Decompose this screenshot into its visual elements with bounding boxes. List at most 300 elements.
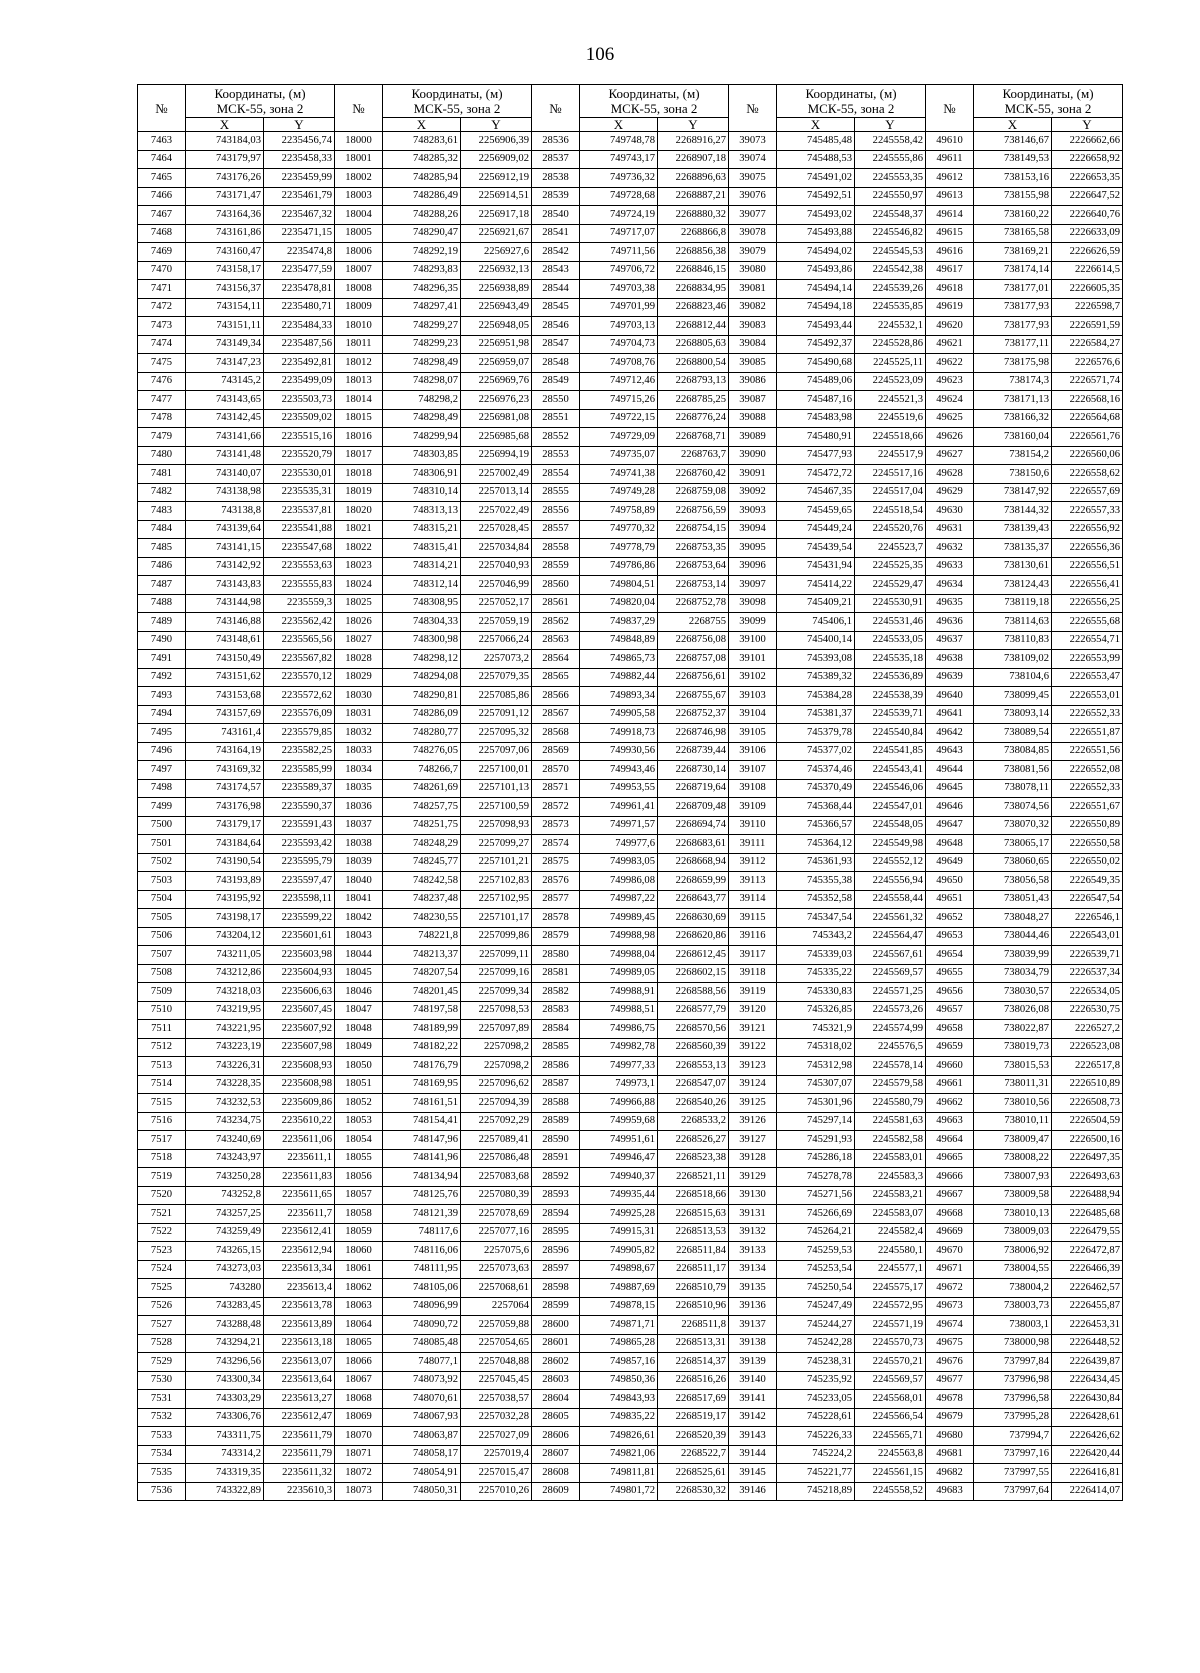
point-number-cell: 49652	[926, 909, 974, 928]
point-number-cell: 39135	[729, 1279, 777, 1298]
y-coordinate-cell: 2257101,17	[461, 909, 532, 928]
y-coordinate-cell: 2235487,56	[264, 335, 335, 354]
x-coordinate-cell: 748298,2	[383, 391, 461, 410]
point-number-cell: 39137	[729, 1316, 777, 1335]
y-coordinate-cell: 2226556,51	[1052, 557, 1123, 576]
point-number-cell: 28542	[532, 243, 580, 262]
table-row	[138, 1242, 1123, 1261]
x-coordinate-cell: 738114,63	[974, 613, 1052, 632]
point-number-cell: 39103	[729, 687, 777, 706]
y-coordinate-cell: 2268754,15	[658, 520, 729, 539]
point-number-cell: 49669	[926, 1223, 974, 1242]
y-coordinate-cell: 2245571,25	[855, 983, 926, 1002]
x-coordinate-cell: 748221,8	[383, 927, 461, 946]
point-number-cell: 39110	[729, 816, 777, 835]
point-number-cell: 28591	[532, 1149, 580, 1168]
y-coordinate-cell: 2235613,27	[264, 1390, 335, 1409]
y-coordinate-cell: 2226434,45	[1052, 1371, 1123, 1390]
point-number-cell: 7502	[138, 853, 186, 872]
point-number-cell: 49663	[926, 1112, 974, 1131]
point-number-cell: 7508	[138, 964, 186, 983]
x-coordinate-cell: 745370,49	[777, 779, 855, 798]
y-coordinate-cell: 2245565,71	[855, 1427, 926, 1446]
point-number-cell: 18060	[335, 1242, 383, 1261]
point-number-cell: 18051	[335, 1075, 383, 1094]
point-number-cell: 39141	[729, 1390, 777, 1409]
point-number-cell: 28589	[532, 1112, 580, 1131]
y-coordinate-cell: 2268511,17	[658, 1260, 729, 1279]
point-number-cell: 18052	[335, 1094, 383, 1113]
x-coordinate-cell: 748117,6	[383, 1223, 461, 1242]
y-coordinate-cell: 2235608,93	[264, 1057, 335, 1076]
table-row	[138, 779, 1123, 798]
y-coordinate-cell: 2257099,34	[461, 983, 532, 1002]
y-coordinate-cell: 2226591,59	[1052, 317, 1123, 336]
x-coordinate-cell: 737997,55	[974, 1464, 1052, 1483]
table-row	[138, 520, 1123, 539]
y-coordinate-cell: 2235601,61	[264, 927, 335, 946]
header-coords: Координаты, (м) МСК-55, зона 2	[383, 85, 532, 118]
y-coordinate-cell: 2257102,95	[461, 890, 532, 909]
x-coordinate-cell: 748063,87	[383, 1427, 461, 1446]
x-coordinate-cell: 738070,32	[974, 816, 1052, 835]
point-number-cell: 18008	[335, 280, 383, 299]
point-number-cell: 18037	[335, 816, 383, 835]
y-coordinate-cell: 2268668,94	[658, 853, 729, 872]
point-number-cell: 39082	[729, 298, 777, 317]
y-coordinate-cell: 2257038,57	[461, 1390, 532, 1409]
y-coordinate-cell: 2257099,86	[461, 927, 532, 946]
y-coordinate-cell: 2245580,1	[855, 1242, 926, 1261]
x-coordinate-cell: 737994,7	[974, 1427, 1052, 1446]
point-number-cell: 18045	[335, 964, 383, 983]
y-coordinate-cell: 2226584,27	[1052, 335, 1123, 354]
y-coordinate-cell: 2235611,06	[264, 1131, 335, 1150]
x-coordinate-cell: 745491,02	[777, 169, 855, 188]
point-number-cell: 39090	[729, 446, 777, 465]
point-number-cell: 39081	[729, 280, 777, 299]
x-coordinate-cell: 748213,37	[383, 946, 461, 965]
y-coordinate-cell: 2226551,87	[1052, 724, 1123, 743]
point-number-cell: 49674	[926, 1316, 974, 1335]
y-coordinate-cell: 2256959,07	[461, 354, 532, 373]
point-number-cell: 49610	[926, 132, 974, 151]
x-coordinate-cell: 738144,32	[974, 502, 1052, 521]
y-coordinate-cell: 2245564,47	[855, 927, 926, 946]
point-number-cell: 49650	[926, 872, 974, 891]
x-coordinate-cell: 743179,17	[186, 816, 264, 835]
x-coordinate-cell: 738039,99	[974, 946, 1052, 965]
point-number-cell: 49627	[926, 446, 974, 465]
x-coordinate-cell: 743141,15	[186, 539, 264, 558]
x-coordinate-cell: 743211,05	[186, 946, 264, 965]
table-row	[138, 280, 1123, 299]
x-coordinate-cell: 748315,41	[383, 539, 461, 558]
point-number-cell: 18034	[335, 761, 383, 780]
x-coordinate-cell: 748237,48	[383, 890, 461, 909]
y-coordinate-cell: 2235474,8	[264, 243, 335, 262]
y-coordinate-cell: 2235484,33	[264, 317, 335, 336]
x-coordinate-cell: 738093,14	[974, 705, 1052, 724]
point-number-cell: 28544	[532, 280, 580, 299]
x-coordinate-cell: 749977,33	[580, 1057, 658, 1076]
x-coordinate-cell: 749989,05	[580, 964, 658, 983]
y-coordinate-cell: 2235610,3	[264, 1482, 335, 1501]
x-coordinate-cell: 737995,28	[974, 1408, 1052, 1427]
table-body	[138, 132, 1123, 1501]
point-number-cell: 39127	[729, 1131, 777, 1150]
y-coordinate-cell: 2257068,61	[461, 1279, 532, 1298]
y-coordinate-cell: 2235613,18	[264, 1334, 335, 1353]
y-coordinate-cell: 2245582,58	[855, 1131, 926, 1150]
x-coordinate-cell: 738153,16	[974, 169, 1052, 188]
point-number-cell: 49653	[926, 927, 974, 946]
point-number-cell: 39140	[729, 1371, 777, 1390]
y-coordinate-cell: 2235612,94	[264, 1242, 335, 1261]
x-coordinate-cell: 743228,35	[186, 1075, 264, 1094]
point-number-cell: 49619	[926, 298, 974, 317]
table-row	[138, 1001, 1123, 1020]
point-number-cell: 28606	[532, 1427, 580, 1446]
x-coordinate-cell: 745224,2	[777, 1445, 855, 1464]
header-coords: Координаты, (м) МСК-55, зона 2	[580, 85, 729, 118]
point-number-cell: 18058	[335, 1205, 383, 1224]
x-coordinate-cell: 745301,96	[777, 1094, 855, 1113]
point-number-cell: 49677	[926, 1371, 974, 1390]
y-coordinate-cell: 2245518,66	[855, 428, 926, 447]
y-coordinate-cell: 2235613,07	[264, 1353, 335, 1372]
point-number-cell: 28594	[532, 1205, 580, 1224]
x-coordinate-cell: 748312,14	[383, 576, 461, 595]
x-coordinate-cell: 743240,69	[186, 1131, 264, 1150]
x-coordinate-cell: 749804,51	[580, 576, 658, 595]
x-coordinate-cell: 749770,32	[580, 520, 658, 539]
point-number-cell: 39094	[729, 520, 777, 539]
coordinates-table	[137, 84, 1123, 1501]
x-coordinate-cell: 748288,26	[383, 206, 461, 225]
x-coordinate-cell: 738119,18	[974, 594, 1052, 613]
y-coordinate-cell: 2257102,83	[461, 872, 532, 891]
point-number-cell: 39106	[729, 742, 777, 761]
x-coordinate-cell: 749801,72	[580, 1482, 658, 1501]
point-number-cell: 7493	[138, 687, 186, 706]
x-coordinate-cell: 743160,47	[186, 243, 264, 262]
point-number-cell: 28597	[532, 1260, 580, 1279]
point-number-cell: 7473	[138, 317, 186, 336]
y-coordinate-cell: 2226556,41	[1052, 576, 1123, 595]
point-number-cell: 28540	[532, 206, 580, 225]
y-coordinate-cell: 2245570,21	[855, 1353, 926, 1372]
x-coordinate-cell: 738044,46	[974, 927, 1052, 946]
y-coordinate-cell: 2268709,48	[658, 798, 729, 817]
point-number-cell: 28607	[532, 1445, 580, 1464]
x-coordinate-cell: 749882,44	[580, 668, 658, 687]
table-row	[138, 576, 1123, 595]
point-number-cell: 18062	[335, 1279, 383, 1298]
x-coordinate-cell: 748096,99	[383, 1297, 461, 1316]
y-coordinate-cell: 2257077,16	[461, 1223, 532, 1242]
y-coordinate-cell: 2226430,84	[1052, 1390, 1123, 1409]
point-number-cell: 49614	[926, 206, 974, 225]
point-number-cell: 49668	[926, 1205, 974, 1224]
point-number-cell: 7517	[138, 1131, 186, 1150]
x-coordinate-cell: 749988,98	[580, 927, 658, 946]
y-coordinate-cell: 2245576,5	[855, 1038, 926, 1057]
y-coordinate-cell: 2235589,37	[264, 779, 335, 798]
y-coordinate-cell: 2235591,43	[264, 816, 335, 835]
point-number-cell: 18035	[335, 779, 383, 798]
x-coordinate-cell: 743148,61	[186, 631, 264, 650]
point-number-cell: 18028	[335, 650, 383, 669]
point-number-cell: 18057	[335, 1186, 383, 1205]
point-number-cell: 28560	[532, 576, 580, 595]
x-coordinate-cell: 738010,56	[974, 1094, 1052, 1113]
y-coordinate-cell: 2226448,52	[1052, 1334, 1123, 1353]
y-coordinate-cell: 2257086,48	[461, 1149, 532, 1168]
table-row	[138, 354, 1123, 373]
x-coordinate-cell: 749986,75	[580, 1020, 658, 1039]
x-coordinate-cell: 748116,06	[383, 1242, 461, 1261]
point-number-cell: 18056	[335, 1168, 383, 1187]
table-row	[138, 761, 1123, 780]
table-row	[138, 502, 1123, 521]
y-coordinate-cell: 2245556,94	[855, 872, 926, 891]
point-number-cell: 18002	[335, 169, 383, 188]
table-row	[138, 446, 1123, 465]
point-number-cell: 18010	[335, 317, 383, 336]
point-number-cell: 7463	[138, 132, 186, 151]
y-coordinate-cell: 2235612,41	[264, 1223, 335, 1242]
y-coordinate-cell: 2235604,93	[264, 964, 335, 983]
y-coordinate-cell: 2245569,57	[855, 1371, 926, 1390]
x-coordinate-cell: 745238,31	[777, 1353, 855, 1372]
y-coordinate-cell: 2256985,68	[461, 428, 532, 447]
point-number-cell: 7533	[138, 1427, 186, 1446]
x-coordinate-cell: 745393,08	[777, 650, 855, 669]
point-number-cell: 18046	[335, 983, 383, 1002]
point-number-cell: 7515	[138, 1094, 186, 1113]
point-number-cell: 39099	[729, 613, 777, 632]
x-coordinate-cell: 738015,53	[974, 1057, 1052, 1076]
point-number-cell: 7527	[138, 1316, 186, 1335]
x-coordinate-cell: 749982,78	[580, 1038, 658, 1057]
point-number-cell: 7487	[138, 576, 186, 595]
point-number-cell: 28554	[532, 465, 580, 484]
x-coordinate-cell: 748298,07	[383, 372, 461, 391]
x-coordinate-cell: 743314,2	[186, 1445, 264, 1464]
y-coordinate-cell: 2268916,27	[658, 132, 729, 151]
y-coordinate-cell: 2245583,21	[855, 1186, 926, 1205]
table-row	[138, 1075, 1123, 1094]
point-number-cell: 49626	[926, 428, 974, 447]
point-number-cell: 39138	[729, 1334, 777, 1353]
header-num: №	[138, 85, 186, 132]
y-coordinate-cell: 2226553,01	[1052, 687, 1123, 706]
point-number-cell: 7516	[138, 1112, 186, 1131]
point-number-cell: 18061	[335, 1260, 383, 1279]
table-row	[138, 946, 1123, 965]
x-coordinate-cell: 743158,17	[186, 261, 264, 280]
y-coordinate-cell: 2235559,3	[264, 594, 335, 613]
y-coordinate-cell: 2226549,35	[1052, 872, 1123, 891]
y-coordinate-cell: 2235458,33	[264, 150, 335, 169]
y-coordinate-cell: 2235480,71	[264, 298, 335, 317]
x-coordinate-cell: 743322,89	[186, 1482, 264, 1501]
x-coordinate-cell: 743296,56	[186, 1353, 264, 1372]
point-number-cell: 39096	[729, 557, 777, 576]
point-number-cell: 28609	[532, 1482, 580, 1501]
x-coordinate-cell: 743142,45	[186, 409, 264, 428]
y-coordinate-cell: 2245546,06	[855, 779, 926, 798]
x-coordinate-cell: 743176,98	[186, 798, 264, 817]
y-coordinate-cell: 2226539,71	[1052, 946, 1123, 965]
x-coordinate-cell: 745374,46	[777, 761, 855, 780]
x-coordinate-cell: 749946,47	[580, 1149, 658, 1168]
y-coordinate-cell: 2226556,25	[1052, 594, 1123, 613]
point-number-cell: 28538	[532, 169, 580, 188]
y-coordinate-cell: 2268643,77	[658, 890, 729, 909]
point-number-cell: 18063	[335, 1297, 383, 1316]
table-row	[138, 1057, 1123, 1076]
point-number-cell: 7524	[138, 1260, 186, 1279]
x-coordinate-cell: 748298,49	[383, 409, 461, 428]
point-number-cell: 39116	[729, 927, 777, 946]
x-coordinate-cell: 743151,62	[186, 668, 264, 687]
y-coordinate-cell: 2245531,46	[855, 613, 926, 632]
point-number-cell: 39098	[729, 594, 777, 613]
point-number-cell: 28556	[532, 502, 580, 521]
y-coordinate-cell: 2245553,35	[855, 169, 926, 188]
x-coordinate-cell: 738149,53	[974, 150, 1052, 169]
y-coordinate-cell: 2245583,01	[855, 1149, 926, 1168]
x-coordinate-cell: 743234,75	[186, 1112, 264, 1131]
x-coordinate-cell: 749878,15	[580, 1297, 658, 1316]
y-coordinate-cell: 2235562,42	[264, 613, 335, 632]
x-coordinate-cell: 745368,44	[777, 798, 855, 817]
x-coordinate-cell: 748245,77	[383, 853, 461, 872]
x-coordinate-cell: 738154,2	[974, 446, 1052, 465]
point-number-cell: 49625	[926, 409, 974, 428]
point-number-cell: 28557	[532, 520, 580, 539]
table-row	[138, 631, 1123, 650]
x-coordinate-cell: 743140,07	[186, 465, 264, 484]
point-number-cell: 49656	[926, 983, 974, 1002]
x-coordinate-cell: 745483,98	[777, 409, 855, 428]
x-coordinate-cell: 738109,02	[974, 650, 1052, 669]
table-row	[138, 1427, 1123, 1446]
x-coordinate-cell: 743171,47	[186, 187, 264, 206]
x-coordinate-cell: 743273,03	[186, 1260, 264, 1279]
y-coordinate-cell: 2245525,11	[855, 354, 926, 373]
x-coordinate-cell: 748285,94	[383, 169, 461, 188]
x-coordinate-cell: 748280,77	[383, 724, 461, 743]
point-number-cell: 18024	[335, 576, 383, 595]
point-number-cell: 18011	[335, 335, 383, 354]
x-coordinate-cell: 749989,45	[580, 909, 658, 928]
x-coordinate-cell: 745489,06	[777, 372, 855, 391]
y-coordinate-cell: 2245536,89	[855, 668, 926, 687]
y-coordinate-cell: 2245569,57	[855, 964, 926, 983]
x-coordinate-cell: 745488,53	[777, 150, 855, 169]
point-number-cell: 39121	[729, 1020, 777, 1039]
point-number-cell: 18015	[335, 409, 383, 428]
x-coordinate-cell: 748070,61	[383, 1390, 461, 1409]
y-coordinate-cell: 2257101,13	[461, 779, 532, 798]
y-coordinate-cell: 2235456,74	[264, 132, 335, 151]
x-coordinate-cell: 745244,27	[777, 1316, 855, 1335]
y-coordinate-cell: 2256906,39	[461, 132, 532, 151]
y-coordinate-cell: 2226576,6	[1052, 354, 1123, 373]
point-number-cell: 39128	[729, 1149, 777, 1168]
x-coordinate-cell: 738177,11	[974, 335, 1052, 354]
point-number-cell: 7535	[138, 1464, 186, 1483]
point-number-cell: 7526	[138, 1297, 186, 1316]
point-number-cell: 28608	[532, 1464, 580, 1483]
point-number-cell: 49681	[926, 1445, 974, 1464]
x-coordinate-cell: 743154,11	[186, 298, 264, 317]
point-number-cell: 7475	[138, 354, 186, 373]
header-y: Y	[264, 118, 335, 132]
point-number-cell: 18032	[335, 724, 383, 743]
point-number-cell: 49670	[926, 1242, 974, 1261]
y-coordinate-cell: 2226598,7	[1052, 298, 1123, 317]
point-number-cell: 7469	[138, 243, 186, 262]
y-coordinate-cell: 2257098,2	[461, 1057, 532, 1076]
point-number-cell: 39109	[729, 798, 777, 817]
x-coordinate-cell: 749704,73	[580, 335, 658, 354]
table-row	[138, 1112, 1123, 1131]
x-coordinate-cell: 749930,56	[580, 742, 658, 761]
point-number-cell: 39145	[729, 1464, 777, 1483]
table-row	[138, 705, 1123, 724]
table-row	[138, 243, 1123, 262]
y-coordinate-cell: 2226554,71	[1052, 631, 1123, 650]
x-coordinate-cell: 749987,22	[580, 890, 658, 909]
x-coordinate-cell: 749871,71	[580, 1316, 658, 1335]
y-coordinate-cell: 2226414,07	[1052, 1482, 1123, 1501]
point-number-cell: 7486	[138, 557, 186, 576]
point-number-cell: 28563	[532, 631, 580, 650]
point-number-cell: 28603	[532, 1371, 580, 1390]
y-coordinate-cell: 2257059,88	[461, 1316, 532, 1335]
point-number-cell: 18018	[335, 465, 383, 484]
x-coordinate-cell: 745414,22	[777, 576, 855, 595]
x-coordinate-cell: 749736,32	[580, 169, 658, 188]
x-coordinate-cell: 745439,54	[777, 539, 855, 558]
x-coordinate-cell: 748300,98	[383, 631, 461, 650]
point-number-cell: 18048	[335, 1020, 383, 1039]
point-number-cell: 7476	[138, 372, 186, 391]
y-coordinate-cell: 2245533,05	[855, 631, 926, 650]
y-coordinate-cell: 2256912,19	[461, 169, 532, 188]
x-coordinate-cell: 748304,33	[383, 613, 461, 632]
x-coordinate-cell: 745431,94	[777, 557, 855, 576]
x-coordinate-cell: 749722,15	[580, 409, 658, 428]
table-row	[138, 724, 1123, 743]
point-number-cell: 49637	[926, 631, 974, 650]
point-number-cell: 49649	[926, 853, 974, 872]
x-coordinate-cell: 745278,78	[777, 1168, 855, 1187]
y-coordinate-cell: 2245542,38	[855, 261, 926, 280]
point-number-cell: 18016	[335, 428, 383, 447]
point-number-cell: 18047	[335, 1001, 383, 1020]
x-coordinate-cell: 749986,08	[580, 872, 658, 891]
x-coordinate-cell: 743153,68	[186, 687, 264, 706]
point-number-cell: 7536	[138, 1482, 186, 1501]
point-number-cell: 49623	[926, 372, 974, 391]
x-coordinate-cell: 748189,99	[383, 1020, 461, 1039]
y-coordinate-cell: 2235547,68	[264, 539, 335, 558]
